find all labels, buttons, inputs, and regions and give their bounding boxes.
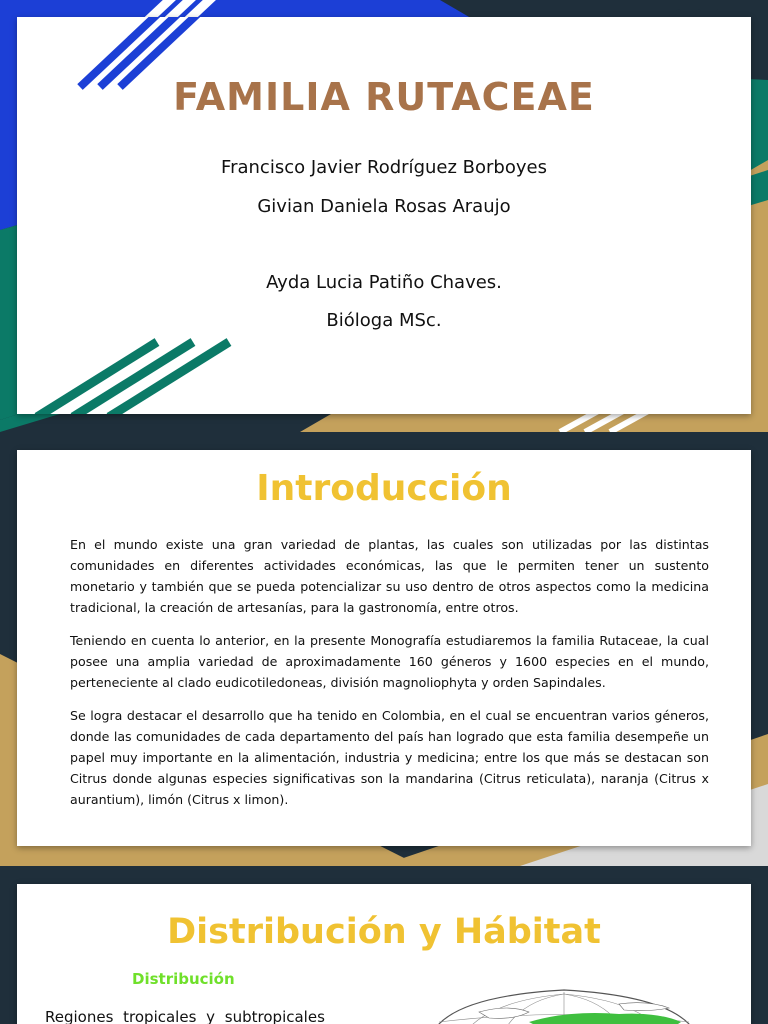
advisor-name: Ayda Lucia Patiño Chaves.	[266, 272, 502, 293]
introduction-card	[17, 450, 751, 846]
slide-introduction	[0, 434, 768, 866]
page-title: FAMILIA RUTACEAE	[173, 75, 595, 119]
subheading: Distribución	[132, 970, 235, 988]
section-title: Distribución y Hábitat	[167, 912, 601, 952]
distribution-card	[17, 884, 751, 1024]
slide-title	[0, 0, 768, 432]
author-name: Francisco Javier Rodríguez Borboyes	[221, 157, 547, 178]
slide-distribution	[0, 868, 768, 1024]
advisor-title: Bióloga MSc.	[326, 310, 442, 331]
body-text: Regiones tropicales y subtropicales	[45, 1008, 325, 1024]
title-card	[17, 17, 751, 414]
author-name: Givian Daniela Rosas Araujo	[257, 196, 511, 217]
section-title: Introducción	[256, 468, 512, 509]
paragraph: Se logra destacar el desarrollo que ha tenido en Colombia, en el cual se encuentran varios géneros, donde las comunidades de cada departamento del país han logrado que esta familia desempeñe un papel muy importante en la alimentación, industria y medicina; entre los que más se destacan son Citrus donde algunas especies significativas son la mandarina (Citrus reticulata), naranja (Citrus x aurantium), limón (Citrus x limon).	[70, 708, 709, 807]
paragraph: Teniendo en cuenta lo anterior, en la presente Monografía estudiaremos la familia Rutaceae, la cual posee una amplia variedad de aproximadamente 160 géneros y 1600 especies en el mundo, perteneciente al clado eudicotiledoneas, división magnoliophyta y orden Sapindales.	[70, 633, 709, 690]
paragraph: En el mundo existe una gran variedad de plantas, las cuales son utilizadas por las distintas comunidades en diferentes actividades económicas, las que le permiten tener un sustento monetario y también que se pueda potencializar su uso dentro de otros aspectos como la medicina tradicional, la creación de artesanías, para la gastronomía, entre otros.	[70, 537, 709, 615]
introduction-text	[70, 534, 709, 822]
world-map-image	[419, 982, 709, 1024]
